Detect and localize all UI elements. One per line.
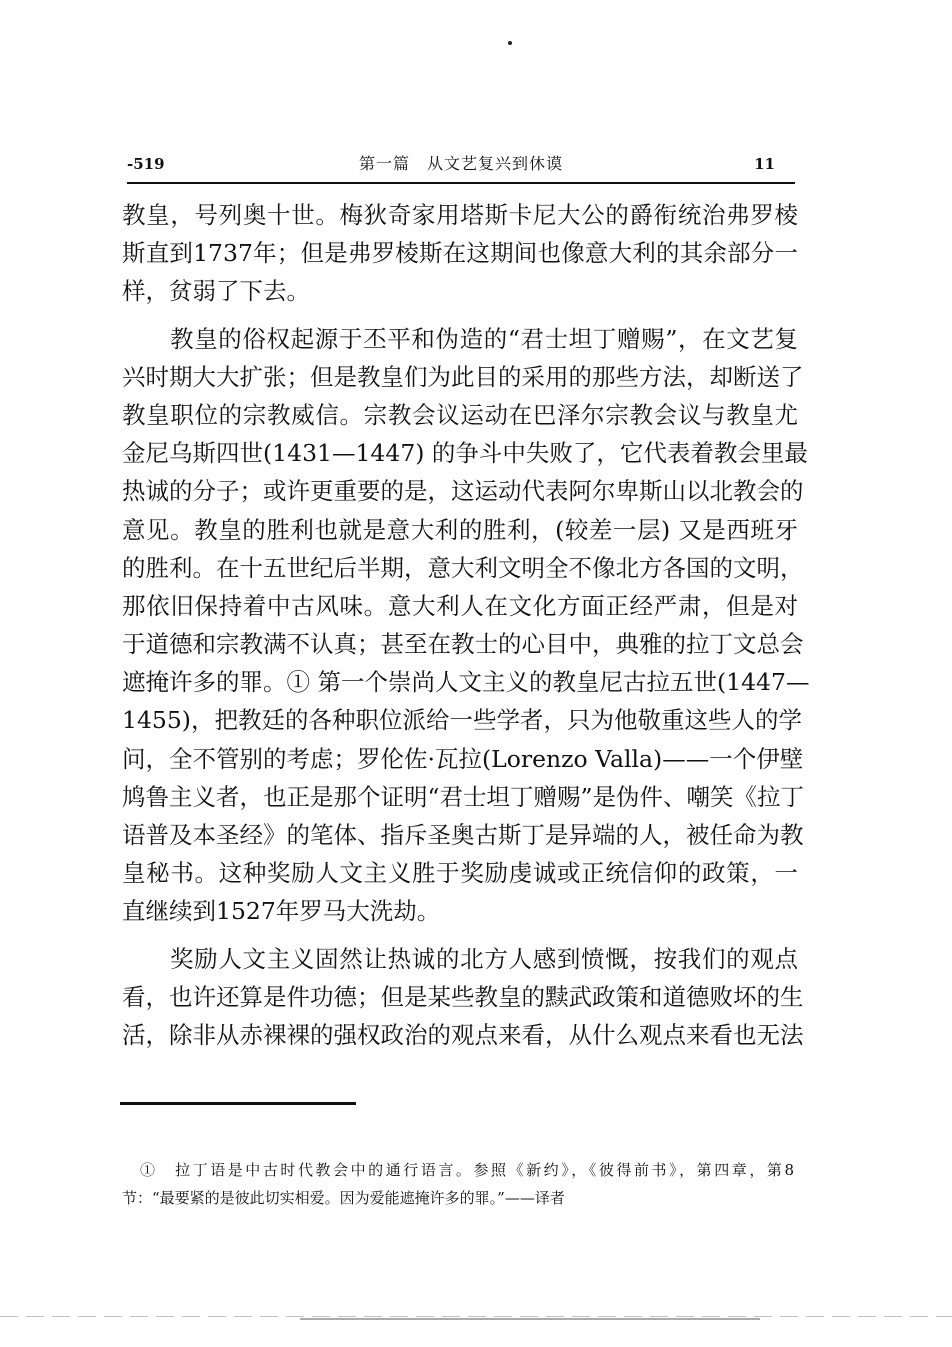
page-number: 11 xyxy=(754,155,775,173)
text-line: 遮掩许多的罪。① 第一个崇尚人文主义的教皇尼古拉五世(1447— xyxy=(122,668,810,697)
text-line: 问，全不管别的考虑；罗伦佐·瓦拉(Lorenzo Valla)——一个伊壁 xyxy=(122,744,804,773)
text-line: 看，也许还算是件功德；但是某些教皇的黩武政策和道德败坏的生 xyxy=(122,982,804,1011)
text-line: 鸠鲁主义者，也正是那个证明“君士坦丁赠赐”是伪件、嘲笑《拉丁 xyxy=(122,782,805,811)
scan-artifact-line xyxy=(0,1316,952,1317)
header-left-mark: -519 xyxy=(127,155,165,173)
footnote xyxy=(122,1156,794,1212)
text-line: 意见。教皇的胜利也就是意大利的胜利，(较差一层) 又是西班牙 xyxy=(122,515,798,544)
running-header xyxy=(127,150,795,184)
text-line: 教皇的俗权起源于丕平和伪造的“君士坦丁赠赐”，在文艺复 xyxy=(170,324,798,353)
text-line: 皇秘书。这种奖励人文主义胜于奖励虔诚或正统信仰的政策，一 xyxy=(122,859,798,888)
text-line: 金尼乌斯四世(1431—1447) 的争斗中失败了，它代表着教会里最 xyxy=(122,439,808,468)
scan-artifact-bar xyxy=(300,1318,760,1320)
text-line: 语普及本圣经》的笔体、指斥圣奥古斯丁是异端的人，被任命为教 xyxy=(122,821,804,849)
text-line: 兴时期大大扩张；但是教皇们为此目的采用的那些方法，却断送了 xyxy=(122,362,804,391)
text-line: 斯直到1737年；但是弗罗棱斯在这期间也像意大利的其余部分一 xyxy=(122,239,798,268)
text-line: 热诚的分子；或许更重要的是，这运动代表阿尔卑斯山以北教会的 xyxy=(122,477,804,506)
footnote-rule xyxy=(120,1102,356,1105)
text-line: 奖励人文主义固然让热诚的北方人感到愤慨，按我们的观点 xyxy=(170,944,798,973)
text-line: 教皇职位的宗教威信。宗教会议运动在巴泽尔宗教会议与教皇尤 xyxy=(122,400,798,429)
footnote-line: ① 拉丁语是中古时代教会中的通行语言。参照《新约》，《彼得前书》，第四章，第8 xyxy=(140,1161,794,1179)
header-title: 第一篇 从文艺复兴到休谟 xyxy=(358,154,563,173)
text-line: 那依旧保持着中古风味。意大利人在文化方面正经严肃，但是对 xyxy=(122,591,798,620)
text-line: 样，贫弱了下去。 xyxy=(122,277,310,306)
text-line: 教皇，号列奥十世。梅狄奇家用塔斯卡尼大公的爵衔统治弗罗棱 xyxy=(122,201,798,229)
text-line: 于道德和宗教满不认真；甚至在教士的心目中，典雅的拉丁文总会 xyxy=(122,630,804,659)
text-line: 直继续到1527年罗马大洗劫。 xyxy=(122,897,441,926)
footnote-line: 节：“最要紧的是彼此切实相爱。因为爱能遮掩许多的罪。”——译者 xyxy=(122,1189,565,1207)
body-text xyxy=(122,196,810,1054)
text-line: 的胜利。在十五世纪后半期，意大利文明全不像北方各国的文明， xyxy=(122,553,804,582)
text-line: 1455)，把教廷的各种职位派给一些学者，只为他敬重这些人的学 xyxy=(122,706,802,735)
scan-speck xyxy=(508,41,512,45)
text-line: 活，除非从赤裸裸的强权政治的观点来看，从什么观点来看也无法 xyxy=(122,1020,804,1049)
